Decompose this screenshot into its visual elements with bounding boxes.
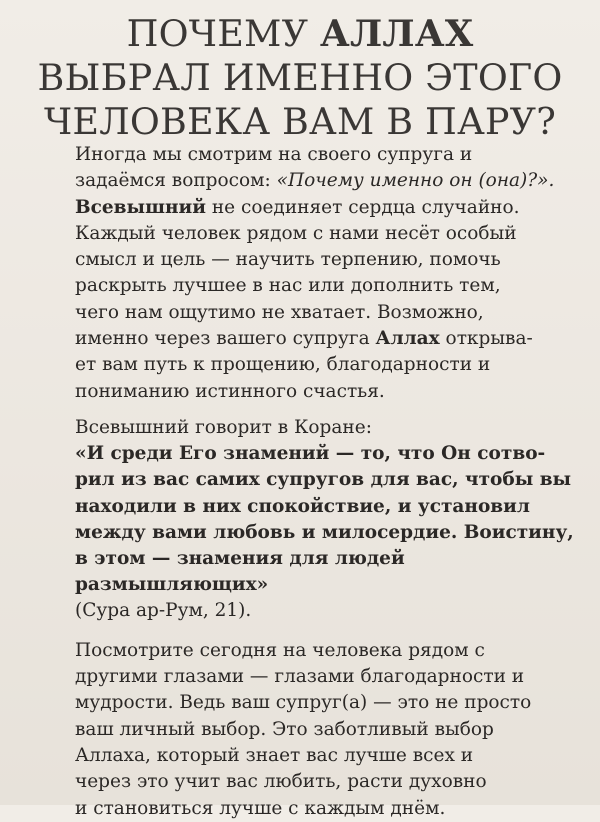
text-line: Посмотрите сегодня на человека рядом с: [75, 639, 485, 661]
text-line: смысл и цель — научить терпению, помочь: [75, 249, 501, 271]
text-line: [75, 326, 565, 352]
text-line: Каждый человек рядом с нами несёт особый: [75, 222, 517, 244]
title-highlight: АЛЛАХ: [320, 12, 474, 55]
text-fragment: задаёмся вопросом:: [75, 170, 277, 192]
quote-line: рил из вас самих супругов для вас, чтобы вы: [75, 469, 572, 491]
quote-line: в этом — знамения для людей: [75, 548, 405, 570]
text-line: раскрыть лучшее в нас или дополнить тем,: [75, 275, 501, 297]
article-body: [75, 142, 574, 822]
title-line-1: [0, 12, 600, 56]
text-fragment: открыва-: [439, 328, 533, 350]
text-line: ваш личный выбор. Это заботливый выбор: [75, 718, 494, 740]
title-line-2: ВЫБРАЛ ИМЕННО ЭТОГО: [37, 56, 563, 99]
article-title: [0, 12, 600, 144]
paragraph-conclusion: [75, 638, 565, 822]
text-line: [75, 195, 565, 221]
bold-word: Всевышний: [75, 196, 206, 218]
text-line: чего нам ощутимо не хватает. Возможно,: [75, 301, 484, 323]
title-line-3: ЧЕЛОВЕКА ВАМ В ПАРУ?: [43, 100, 557, 143]
paragraph-quran: [75, 415, 574, 625]
text-line: Иногда мы смотрим на своего супруга и: [75, 144, 473, 165]
text-fragment: именно через вашего супруга: [75, 328, 376, 350]
quote-intro: Всевышний говорит в Коране:: [75, 416, 372, 438]
title-line-1-pre: ПОЧЕМУ: [126, 12, 321, 55]
quote-line: «И среди Его знамений — то, что Он сотво-: [75, 443, 546, 465]
text-line: через это учит вас любить, расти духовно: [75, 771, 487, 793]
paragraph-intro: [75, 142, 565, 405]
text-line: [75, 168, 565, 194]
text-line: другими глазами — глазами благодарности и: [75, 666, 525, 688]
bold-word: Аллах: [375, 328, 440, 350]
text-line: ет вам путь к прощению, благодарности и: [75, 354, 491, 376]
quran-quote: [75, 441, 574, 598]
quote-line: между вами любовь и милосердие. Воистину,: [75, 521, 574, 543]
text-line: пониманию истинного счастья.: [75, 380, 385, 402]
quote-line: находили в них спокойствие, и установил: [75, 495, 530, 517]
question-italic: «Почему именно он (она)?».: [276, 170, 555, 192]
text-line: Аллаха, который знает вас лучше всех и: [75, 744, 474, 766]
quote-line: размышляющих»: [75, 574, 269, 596]
text-line: мудрости. Ведь ваш супруг(а) — это не просто: [75, 692, 532, 714]
text-line: и становиться лучше с каждым днём.: [75, 797, 446, 819]
text-fragment: не соединяет сердца случайно.: [205, 196, 520, 218]
quote-source: (Сура ар-Рум, 21).: [75, 600, 252, 622]
